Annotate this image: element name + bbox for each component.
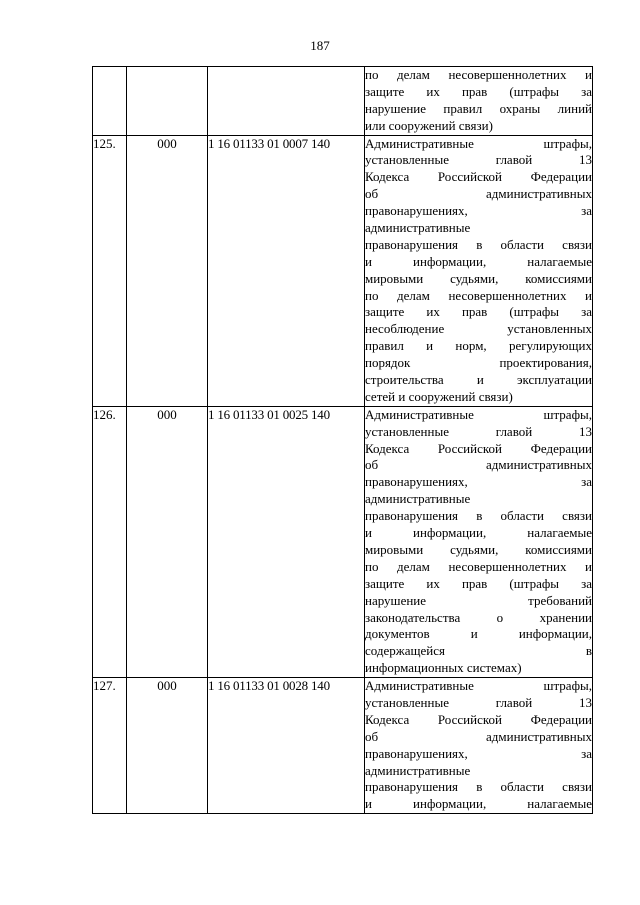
description-line: Административные штрафы, <box>365 135 592 151</box>
description-cell <box>365 135 593 406</box>
row-number-cell: 127. <box>93 678 127 814</box>
description-line: об административных <box>365 186 592 202</box>
row-number-cell: 126. <box>93 406 127 677</box>
description-line: документов и информации, <box>365 626 592 642</box>
description-line: Кодекса Российской Федерации <box>365 440 592 456</box>
description-line: правонарушения в области связи <box>365 236 592 252</box>
description-line: мировыми судьями, комиссиями <box>365 270 592 286</box>
description-line: мировыми судьями, комиссиями <box>365 541 592 557</box>
description-line: правил и норм, регулирующих <box>365 338 592 354</box>
row-number-cell: 125. <box>93 135 127 406</box>
budget-code-cell: 1 16 01133 01 0028 140 <box>208 678 365 814</box>
description-line: Кодекса Российской Федерации <box>365 169 592 185</box>
table-row <box>93 135 593 406</box>
admin-code-cell: 000 <box>127 135 208 406</box>
row-number-cell <box>93 67 127 136</box>
description-line: несоблюдение установленных <box>365 321 592 337</box>
description-line: или сооружений связи) <box>365 117 493 133</box>
page-number: 187 <box>310 38 330 53</box>
description-line: правонарушениях, за <box>365 745 592 761</box>
description-line: по делам несовершеннолетних и <box>365 287 592 303</box>
admin-code-cell: 000 <box>127 406 208 677</box>
description-line: информационных системах) <box>365 660 522 676</box>
description-line: правонарушения в области связи <box>365 508 592 524</box>
budget-code-cell: 1 16 01133 01 0007 140 <box>208 135 365 406</box>
description-line: порядок проектирования, <box>365 355 592 371</box>
description-line: и информации, налагаемые <box>365 253 592 269</box>
description-line: и информации, налагаемые <box>365 796 592 812</box>
budget-codes-table <box>92 66 593 814</box>
table-row <box>93 406 593 677</box>
description-line: об административных <box>365 728 592 744</box>
admin-code-cell: 000 <box>127 678 208 814</box>
description-line: законодательства о хранении <box>365 609 592 625</box>
description-line: Кодекса Российской Федерации <box>365 711 592 727</box>
description-line: и информации, налагаемые <box>365 525 592 541</box>
description-line: защите их прав (штрафы за <box>365 83 592 99</box>
description-line: об административных <box>365 457 592 473</box>
description-line: установленные главой 13 <box>365 694 592 710</box>
budget-code-cell: 1 16 01133 01 0025 140 <box>208 406 365 677</box>
description-line: правонарушениях, за <box>365 203 592 219</box>
description-line: содержащейся в <box>365 643 592 659</box>
description-cell <box>365 678 593 814</box>
table-body <box>93 67 593 814</box>
description-line: установленные главой 13 <box>365 152 592 168</box>
description-line: строительства и эксплуатации <box>365 372 592 388</box>
description-line: административные <box>365 491 471 507</box>
description-line: нарушение требований <box>365 592 592 608</box>
budget-code-cell <box>208 67 365 136</box>
admin-code-cell <box>127 67 208 136</box>
description-line: Административные штрафы, <box>365 406 592 422</box>
table-row <box>93 67 593 136</box>
table-row <box>93 678 593 814</box>
description-line: правонарушения в области связи <box>365 779 592 795</box>
description-cell <box>365 406 593 677</box>
description-line: установленные главой 13 <box>365 423 592 439</box>
description-line: нарушение правил охраны линий <box>365 100 592 116</box>
description-line: защите их прав (штрафы за <box>365 304 592 320</box>
description-line: по делам несовершеннолетних и <box>365 558 592 574</box>
description-line: сетей и сооружений связи) <box>365 388 513 404</box>
description-line: административные <box>365 220 471 236</box>
description-line: по делам несовершеннолетних и <box>365 67 592 82</box>
description-line: защите их прав (штрафы за <box>365 575 592 591</box>
description-line: административные <box>365 762 471 778</box>
description-line: Административные штрафы, <box>365 678 592 694</box>
description-cell <box>365 67 593 136</box>
description-line: правонарушениях, за <box>365 474 592 490</box>
